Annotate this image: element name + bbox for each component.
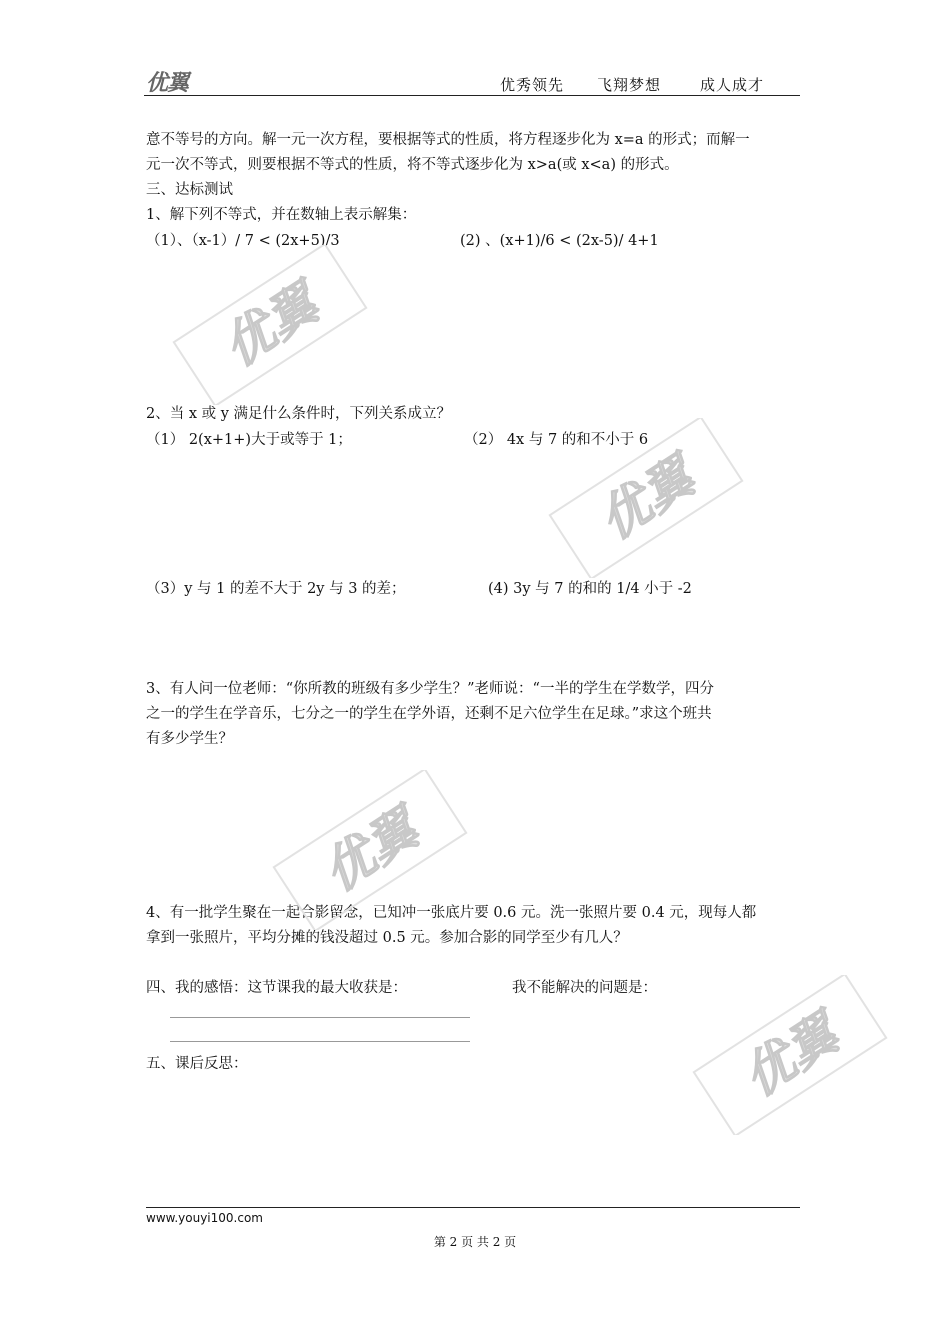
- question-3-line-3: 有多少学生？: [146, 731, 233, 747]
- watermark-text: 优翼: [732, 1004, 849, 1108]
- question-2: 2、当 x 或 y 满足什么条件时，下列关系成立？: [146, 406, 452, 422]
- question-4-line-2: 拿到一张照片，平均分摊的钱没超过 0.5 元。参加合影的同学至少有几人？: [146, 930, 628, 946]
- question-2-b: （2） 4x 与 7 的和不小于 6: [464, 432, 649, 448]
- question-2-d: (4) 3y 与 7 的和的 1/4 小于 -2: [488, 581, 692, 597]
- page-number: 第 2 页 共 2 页: [433, 1235, 517, 1249]
- question-3-line-1: 3、有人问一位老师：“你所教的班级有多少学生？”老师说：“一半的学生在学数学，四分: [146, 681, 714, 697]
- watermark-text: 优翼: [588, 447, 705, 551]
- answer-blank-2: [170, 1041, 470, 1042]
- intro-line-1: 意不等号的方向。解一元一次方程，要根据等式的性质，将方程逐步化为 x=a 的形式；而解一: [146, 132, 750, 148]
- watermark-logo: [690, 975, 890, 1135]
- watermark-logo: [546, 418, 746, 578]
- question-1-a: （1）、（x-1）/ 7 < (2x+5)/3: [146, 233, 340, 249]
- header-rule: [144, 95, 800, 96]
- question-2-a: （1） 2(x+1+)大于或等于 1；: [146, 432, 352, 448]
- question-1-b: (2) 、(x+1)/6 < (2x-5)/ 4+1: [460, 233, 659, 249]
- header-slogan-3: 成人成才: [700, 76, 765, 94]
- header-logo: 优翼: [146, 71, 189, 96]
- section-4-gain: 四、我的感悟：这节课我的最大收获是：: [146, 980, 407, 996]
- footer-rule: [146, 1207, 800, 1208]
- footer-url: www.youyi100.com: [146, 1211, 263, 1225]
- section-4-problem: 我不能解决的问题是：: [512, 980, 657, 996]
- answer-blank-1: [170, 1017, 470, 1018]
- intro-line-2: 元一次不等式，则要根据不等式的性质，将不等式逐步化为 x>a(或 x<a) 的形式。: [146, 157, 679, 173]
- section-3-heading: 三、达标测试: [146, 182, 233, 198]
- watermark-text: 优翼: [312, 799, 429, 903]
- section-5-heading: 五、课后反思：: [146, 1056, 248, 1072]
- watermark-text: 优翼: [212, 274, 329, 378]
- header-slogan-2: 飞翔梦想: [597, 76, 662, 94]
- question-1: 1、解下列不等式，并在数轴上表示解集：: [146, 207, 417, 223]
- question-2-c: （3）y 与 1 的差不大于 2y 与 3 的差；: [146, 581, 406, 597]
- question-3-line-2: 之一的学生在学音乐，七分之一的学生在学外语，还剩不足六位学生在足球。”求这个班共: [146, 706, 712, 722]
- header-slogan-1: 优秀领先: [500, 76, 565, 94]
- watermark-logo: [170, 245, 370, 405]
- question-4-line-1: 4、有一批学生聚在一起合影留念，已知冲一张底片要 0.6 元。洗一张照片要 0.4 元，现每人都: [146, 905, 757, 921]
- watermark-logo: [270, 770, 470, 930]
